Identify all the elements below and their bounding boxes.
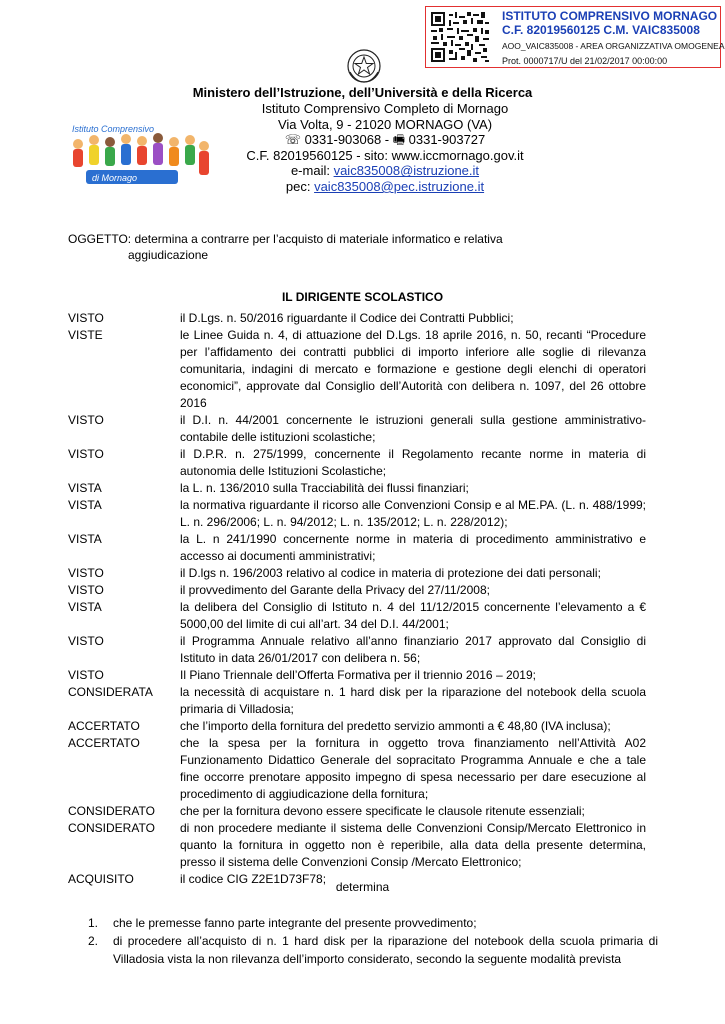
preamble-keyword: ACCERTATO <box>68 736 140 750</box>
preamble-row <box>68 310 646 327</box>
preamble-keyword: VISTO <box>68 447 104 461</box>
qr-code-icon <box>431 12 489 62</box>
stamp-aoo: AOO_VAIC835008 - AREA ORGANIZZATIVA OMOGENEA <box>502 41 725 51</box>
svg-text:Istituto Comprensivo: Istituto Comprensivo <box>72 124 155 134</box>
preamble-row <box>68 497 646 531</box>
preamble-keyword: CONSIDERATO <box>68 804 155 818</box>
decision-text: di procedere all’acquisto di n. 1 hard disk per la riparazione del notebook della scuola primaria di Villadosia vista la non rilevanza dell’importo considerato, secondo la seguente modalità prevista <box>113 934 658 966</box>
school-phone-fax: ☏ 0331-903068 - 🖷 0331-903727 <box>284 132 486 148</box>
preamble-keyword: VISTA <box>68 532 102 546</box>
preamble-keyword: VISTA <box>68 600 102 614</box>
school-address: Via Volta, 9 - 21020 MORNAGO (VA) <box>277 116 493 132</box>
preamble-row <box>68 684 646 718</box>
preamble-text: la L. n 241/1990 concernente norme in materia di procedimento amministrativo e accesso ai documenti amministrativi; <box>180 532 646 563</box>
preamble-text: che l’importo della fornitura del predetto servizio ammonti a € 48,80 (IVA inclusa); <box>180 719 611 733</box>
pec-label: pec: <box>285 178 315 194</box>
determina-heading: determina <box>335 880 390 894</box>
republic-emblem-icon <box>346 48 382 84</box>
stamp-protocol-number: Prot. 0000717/U del 21/02/2017 00:00:00 <box>502 56 668 66</box>
preamble-text: le Linee Guida n. 4, di attuazione del D.Lgs. 18 aprile 2016, n. 50, recanti “Procedure per l’affidamento dei contratti pubblici di importo inferiore alle soglie di rilevanza comunitaria, indagini di mercato e formazione e gestione degli elenchi di operatori economici”, approvate dal Consiglio dell’Autorità con delibera n. 1097, del 26 ottobre 2016 <box>180 328 646 410</box>
preamble-keyword: ACQUISITO <box>68 872 134 886</box>
section-heading-dirigente: IL DIRIGENTE SCOLASTICO <box>281 290 444 304</box>
preamble-row <box>68 599 646 633</box>
preamble-keyword: VISTO <box>68 413 104 427</box>
decision-item <box>88 932 658 968</box>
preamble-keyword: VISTO <box>68 311 104 325</box>
school-pec-line <box>215 179 555 195</box>
preamble-text: il D.I. n. 44/2001 concernente le istruzioni generali sulla gestione amministrativo-contabile delle istituzioni scolastiche; <box>180 413 646 444</box>
preamble-keyword: VISTO <box>68 583 104 597</box>
school-letterhead <box>215 101 555 195</box>
preamble-keyword: VISTO <box>68 566 104 580</box>
preamble-text: che la spesa per la fornitura in oggetto trova finanziamento nell’Attività A02 Funzionamento Didattico Generale del sopracitato Programma Annuale e che a tale fine occorre prenotare apposito impegno di spesa necessario per dare esecuzione al procedimento di aggiudicazione della fornitura; <box>180 736 646 801</box>
preamble-row <box>68 667 646 684</box>
preamble-keyword: ACCERTATO <box>68 719 140 733</box>
decision-item <box>88 914 658 932</box>
preamble-list <box>68 310 646 888</box>
preamble-row <box>68 803 646 820</box>
preamble-row <box>68 735 646 803</box>
preamble-keyword: VISTA <box>68 481 102 495</box>
preamble-row <box>68 718 646 735</box>
preamble-text: la delibera del Consiglio di Istituto n. 4 del 11/12/2015 concernente l’elevamento a € 5000,00 del limite di cui all’art. 34 del D.I. 44/2001; <box>180 600 646 631</box>
email-link[interactable]: vaic835008@istruzione.it <box>333 163 480 179</box>
preamble-text: il D.Lgs. n. 50/2016 riguardante il Codice dei Contratti Pubblici; <box>180 311 514 325</box>
email-label: e-mail: <box>290 163 334 179</box>
preamble-text: di non procedere mediante il sistema delle Convenzioni Consip/Mercato Elettronico in quanto la fornitura in oggetto non è reperibile, alla data della presente determina, presso il sistema delle Convenzioni Consip /Mercato Elettronico; <box>180 821 646 869</box>
pec-link[interactable]: vaic835008@pec.istruzione.it <box>314 178 485 194</box>
preamble-keyword: CONSIDERATO <box>68 821 155 835</box>
decision-number: 2. <box>88 934 99 948</box>
subject-line-1: OGGETTO: determina a contrarre per l’acquisto di materiale informatico e relativa <box>68 232 503 246</box>
decision-text: che le premesse fanno parte integrante del presente provvedimento; <box>113 916 477 930</box>
preamble-row <box>68 820 646 871</box>
preamble-text: il D.lgs n. 196/2003 relativo al codice in materia di protezione dei dati personali; <box>180 566 601 580</box>
preamble-row <box>68 565 646 582</box>
preamble-keyword: VISTO <box>68 634 104 648</box>
preamble-row <box>68 327 646 412</box>
preamble-text: il D.P.R. n. 275/1999, concernente il Regolamento recante norme in materia di autonomia delle Istituzioni Scolastiche; <box>180 447 646 478</box>
preamble-row <box>68 582 646 599</box>
decisions-list <box>88 914 658 968</box>
preamble-text: che per la fornitura devono essere specificate le clausole ritenute essenziali; <box>180 804 585 818</box>
preamble-text: Il Piano Triennale dell’Offerta Formativa per il triennio 2016 – 2019; <box>180 668 536 682</box>
ministry-title: Ministero dell’Istruzione, dell’Università e della Ricerca <box>192 85 533 100</box>
preamble-row <box>68 446 646 480</box>
stamp-fiscal-code: C.F. 82019560125 C.M. VAIC835008 <box>502 23 700 37</box>
preamble-keyword: VISTE <box>68 328 103 342</box>
preamble-text: il codice CIG Z2E1D73F78; <box>180 872 327 886</box>
svg-text:di Mornago: di Mornago <box>92 173 138 183</box>
stamp-school-name: ISTITUTO COMPRENSIVO MORNAGO <box>502 9 718 23</box>
school-fiscal-code-site: C.F. 82019560125 - sito: www.iccmornago.gov.it <box>246 147 524 163</box>
preamble-row <box>68 480 646 497</box>
preamble-row <box>68 633 646 667</box>
subject-line-2: aggiudicazione <box>128 248 209 262</box>
preamble-text: la normativa riguardante il ricorso alle Convenzioni Consip e al ME.PA. (L. n. 488/1999; L. n. 296/2006; L. n. 94/2012; L. n. 135/2012; L. n. 228/2012); <box>180 498 646 529</box>
preamble-row <box>68 412 646 446</box>
preamble-row <box>68 531 646 565</box>
preamble-keyword: VISTO <box>68 668 104 682</box>
preamble-keyword: CONSIDERATA <box>68 685 153 699</box>
subject <box>68 231 668 263</box>
school-name: Istituto Comprensivo Completo di Mornago <box>261 101 509 116</box>
decision-number: 1. <box>88 916 99 930</box>
school-logo-icon <box>66 118 214 190</box>
preamble-keyword: VISTA <box>68 498 102 512</box>
school-email-line <box>215 163 555 179</box>
protocol-stamp <box>425 6 725 68</box>
preamble-text: la necessità di acquistare n. 1 hard disk per la riparazione del notebook della scuola primaria di Villadosia; <box>180 685 646 716</box>
preamble-text: il provvedimento del Garante della Privacy del 27/11/2008; <box>180 583 490 597</box>
preamble-text: la L. n. 136/2010 sulla Tracciabilità dei flussi finanziari; <box>180 481 469 495</box>
preamble-text: il Programma Annuale relativo all’anno finanziario 2017 approvato dal Consiglio di Istituto in data 26/01/2017 con delibera n. 56; <box>180 634 646 665</box>
